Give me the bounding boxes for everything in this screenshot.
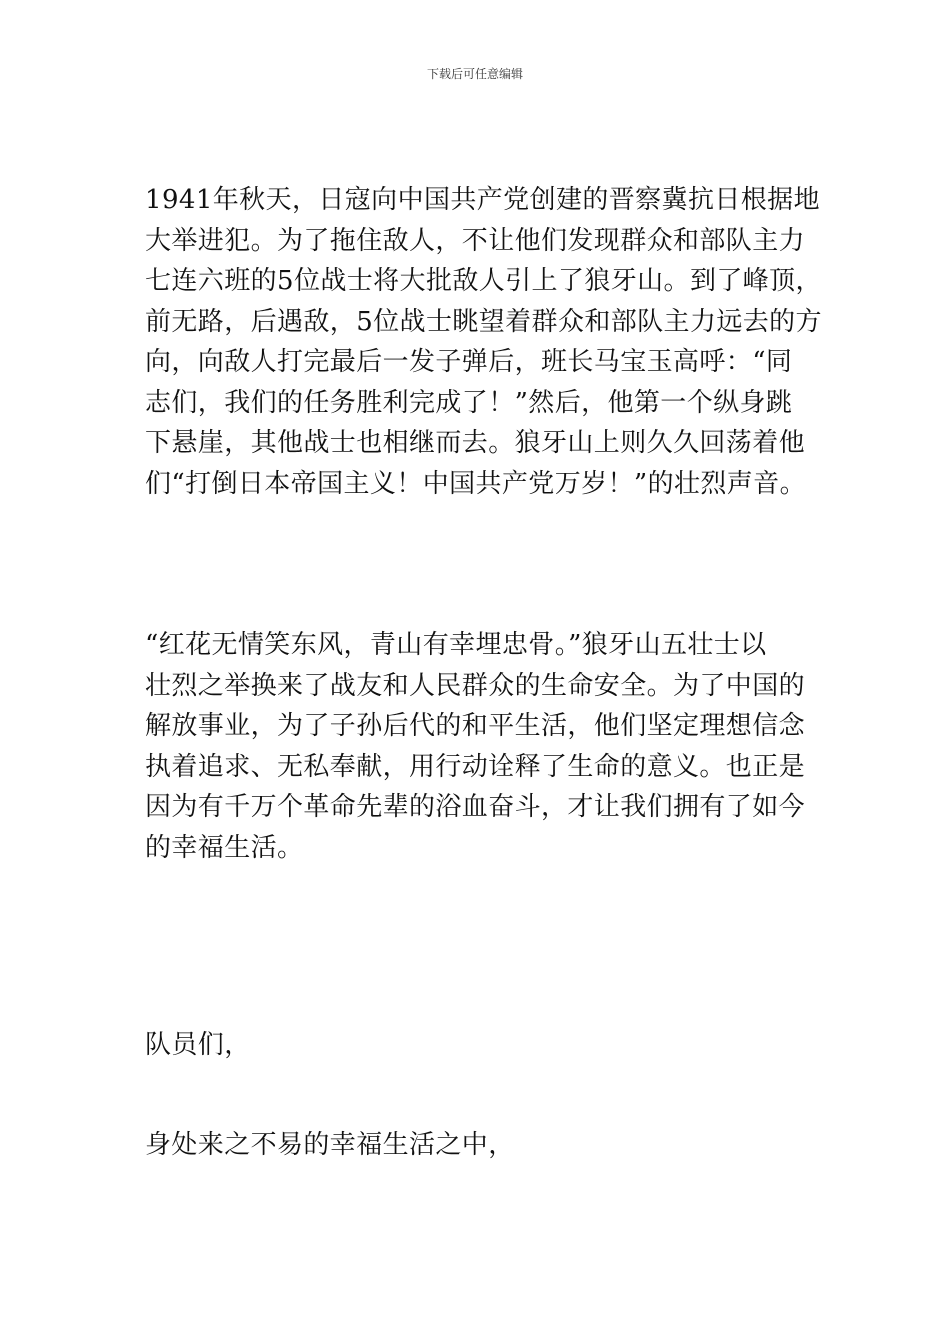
text-line: 执着追求、无私奉献，用行动诠释了生命的意义。也正是 xyxy=(145,751,806,782)
paragraph-meaning xyxy=(145,625,810,868)
text-line: 壮烈之举换来了战友和人民群众的生命安全。为了中国的 xyxy=(145,670,806,701)
paragraph-langya-history xyxy=(145,180,822,504)
paragraph-closing xyxy=(145,1125,810,1166)
text-line: 身处来之不易的幸福生活之中， xyxy=(145,1130,515,1160)
text-line: 向，向敌人打完最后一发子弹后，班长马宝玉高呼：“同 xyxy=(145,347,793,377)
text-line: 下悬崖，其他战士也相继而去。狼牙山上则久久回荡着他 xyxy=(145,428,806,458)
page-header: 下载后可任意编辑 xyxy=(426,67,523,81)
text-line: 解放事业，为了子孙后代的和平生活，他们坚定理想信念 xyxy=(145,711,806,741)
text-line: 大举进犯。为了拖住敌人，不让他们发现群众和部队主力 xyxy=(145,225,806,256)
text-line: 志们，我们的任务胜利完成了！”然后，他第一个纵身跳 xyxy=(145,387,793,418)
text-line: 的幸福生活。 xyxy=(145,832,304,863)
text-line: 因为有千万个革命先辈的浴血奋斗，才让我们拥有了如今 xyxy=(145,792,806,822)
text-line: 队员们， xyxy=(145,1030,251,1060)
paragraph-salutation xyxy=(145,1025,810,1066)
text-line: 前无路，后遇敌，5位战士眺望着群众和部队主力远去的方 xyxy=(145,306,822,337)
text-line: 们“打倒日本帝国主义！中国共产党万岁！”的壮烈声音。 xyxy=(145,468,806,499)
text-line: “红花无情笑东风，青山有幸埋忠骨。”狼牙山五壮士以 xyxy=(145,630,767,660)
text-line: 1941年秋天，日寇向中国共产党创建的晋察冀抗日根据地 xyxy=(145,185,820,215)
text-line: 七连六班的5位战士将大批敌人引上了狼牙山。到了峰顶， xyxy=(145,266,822,296)
